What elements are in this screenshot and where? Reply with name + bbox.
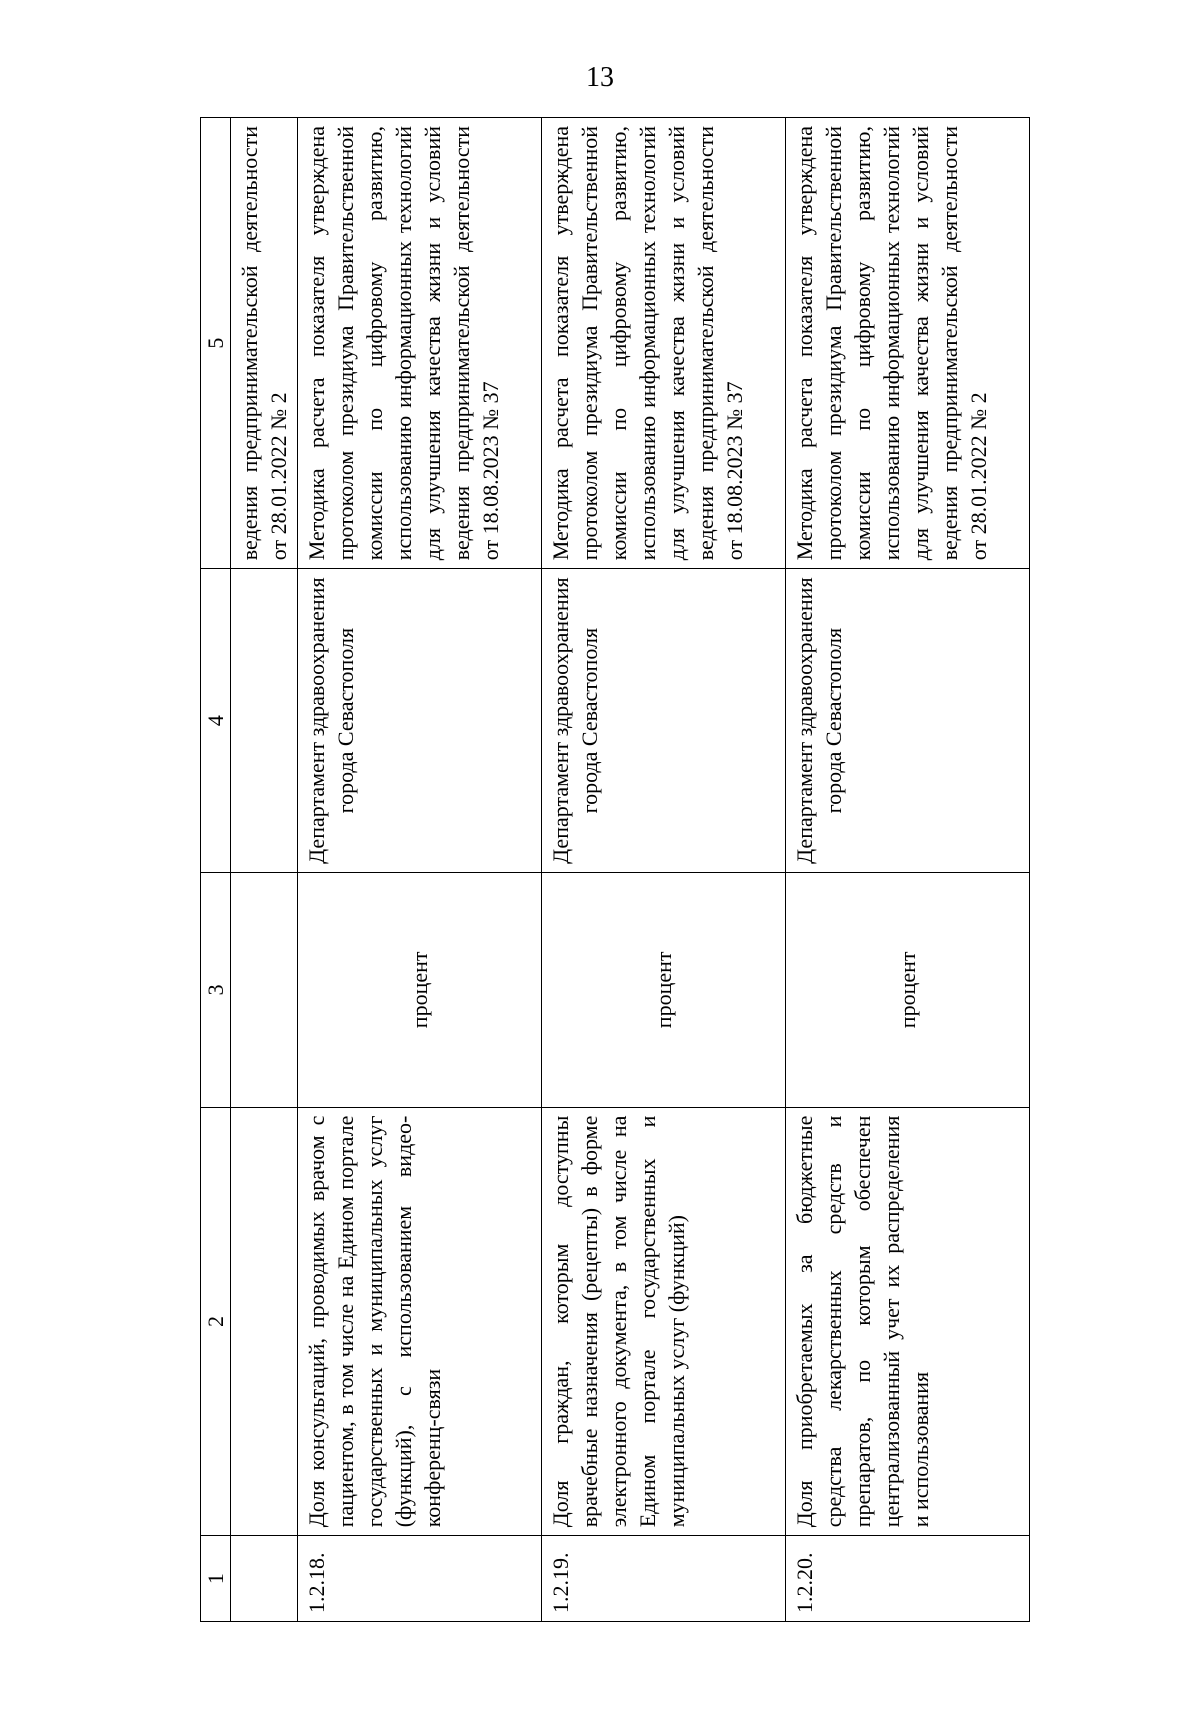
continuation-text: ведения предпринимательской деятельности от 28.01.2022 № 2 — [231, 118, 298, 569]
unit-of-measure: процент — [786, 873, 1030, 1108]
methodology: Методика расчета показателя утверждена протоколом президиума Правительственной комиссии по цифровому развитию, использованию информационных технологий для улучшения качества жизни и условий ведения предпринимательской деятельности от 18.08.2023 № 37 — [542, 118, 786, 569]
table-row — [542, 118, 786, 1622]
row-number: 1.2.18. — [298, 1536, 542, 1622]
table-container — [200, 117, 1030, 1622]
header-col-4: 4 — [201, 569, 231, 873]
methodology: Методика расчета показателя утверждена протоколом президиума Правительственной комиссии по цифровому развитию, использованию информационных технологий для улучшения качества жизни и условий ведения предпринимательской деятельности от 18.08.2023 № 37 — [298, 118, 542, 569]
indicator-name: Доля приобретаемых за бюджетные средства лекарственных средств и препаратов, по которым обеспечен централизованный учет их распределения и использования — [786, 1107, 1030, 1536]
responsible-department: Департамент здравоохранения города Севастополя — [542, 569, 786, 873]
methodology: Методика расчета показателя утверждена протоколом президиума Правительственной комиссии по цифровому развитию, использованию информационных технологий для улучшения качества жизни и условий ведения предпринимательской деятельности от 28.01.2022 № 2 — [786, 118, 1030, 569]
continuation-row — [231, 118, 298, 1622]
responsible-department: Департамент здравоохранения города Севастополя — [298, 569, 542, 873]
unit-of-measure: процент — [542, 873, 786, 1108]
unit-of-measure: процент — [298, 873, 542, 1108]
row-number: 1.2.20. — [786, 1536, 1030, 1622]
header-col-3: 3 — [201, 873, 231, 1108]
page-number: 13 — [586, 62, 614, 93]
indicator-name: Доля консультаций, проводимых врачом с пациентом, в том числе на Едином портале государственных и муниципальных услуг (функций), с использованием видео-конференц-связи — [298, 1107, 542, 1536]
responsible-department: Департамент здравоохранения города Севастополя — [786, 569, 1030, 873]
header-col-5: 5 — [201, 118, 231, 569]
table-row — [786, 118, 1030, 1622]
header-col-2: 2 — [201, 1107, 231, 1536]
header-row — [201, 118, 231, 1622]
indicator-name: Доля граждан, которым доступны врачебные назначения (рецепты) в форме электронного документа, в том числе на Едином портале государственных и муниципальных услуг (функций) — [542, 1107, 786, 1536]
indicators-table — [200, 117, 1030, 1622]
row-number: 1.2.19. — [542, 1536, 786, 1622]
header-col-1: 1 — [201, 1536, 231, 1622]
rotated-table — [200, 117, 1030, 1622]
table-row — [298, 118, 542, 1622]
